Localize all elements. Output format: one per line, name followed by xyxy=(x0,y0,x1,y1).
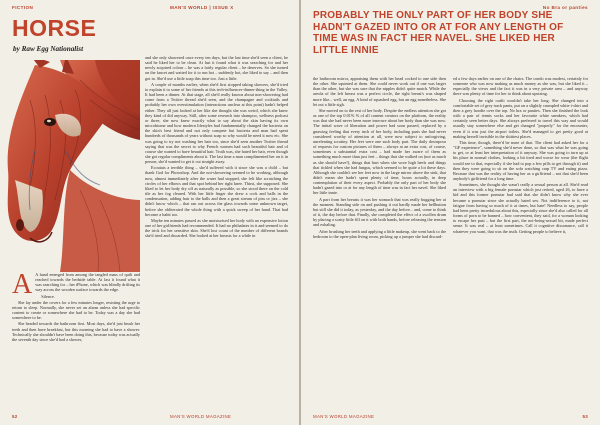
left-page xyxy=(0,0,299,425)
page-number: 52 xyxy=(12,414,18,419)
left-column-1 xyxy=(12,269,140,343)
left-column-2 xyxy=(145,55,288,405)
paragraph: Sometimes, she thought she wasn't really a sexual person at all. She'd read an interview with a big female pornstar which just retired, aged 26, to have a kid and this former pornstar had said that she didn't know why she ever became a pornstar since she actually hated sex. Not indifference to it, not fatigue from having so much of it at times, but hate! Needless to say, people had been pretty incredulous about this, especially since she'd also called for all forms of porn to be banned – how convenient, they said, for a woman looking to escape her past – but the first part, the not-being-sexual bit, made perfect sense. It was real – at least sometimes. Call it cognitive dissonance, call it whatever you want, that was the truth. Getting people to believe it, xyxy=(453,182,588,234)
paragraph: A couple of months earlier, when she'd first stopped taking showers, she'd tried to explain it to some of her friends at this tech-influencer-dinner-thing in the Valley. It had been a dinner. At that stage, all she'd really known about non-showering had come from a Twitter thread she'd seen, and the champagne and cocktails and probably her own overstimulation (interactions unclear at this point) hadn't helped either. They all just looked at her like she thought she was weird, which she knew they kind of did anyway. Still, after some research into shampoo, wellness podcast or three, she now knew exactly what to say about the skin having its own microbiome and how modern lifestyles had fundamentally changed the bacteria on the skin's best friend and not only compete but bacteria and man had spent hundreds of thousands of years without soap so why would he need it now etc. She was going to try not washing her hair too, since she'd seen another Twitter thread saying that was the secret to why French women had such beautiful hair and of course she wanted to have beautiful hair. Truth was, she hated her hair, even though she got regular compliments about it. The last time a man complimented her on it in person, she'd wanted to get it cut straight away. xyxy=(145,81,288,165)
paragraph: Choosing the right outfit wouldn't take her long. She changed into a comfortable set of grey track pants, put on a slightly crumpled white t-shirt and then a grey hoodie over the top. No bra or panties. Then she finished the look with a pair of tennis socks and her favourite white sneakers, which had certainly seen better days. She always preferred to travel this way and would usually stay somewhere else and get changed "properly" for the encounter, even if it was just the airport toilets. She'd managed to get pretty good at making herself invisible in the shittiest places. xyxy=(453,97,588,139)
paragraph: Silence. xyxy=(41,293,55,299)
paragraph: This time, though, there'd be none of that. The client had asked her for a "GF experience", something she'd never done, so that was what he was going to get, or at least her interpretation of it anyway. She was going to turn up at his place in normal clothes, looking a bit tired and worse for wear (the flight would see to that, especially if she had to pop a few pills to get through it) and then they were going to sit on the sofa watching crap TV and eating pizza. Because that was the reality of having her as a girlfriend – not that she'd been anybody's girlfriend for a long time. xyxy=(453,139,588,181)
paragraph: After brushing her teeth and applying a little makeup, she went back to the bedroom to the open-plan living room, picking up a jumper she had discard- xyxy=(313,228,446,239)
drop-cap: A xyxy=(12,269,33,300)
paragraph: and she only showered once every ten days, but the last time she'd seen a client, he said he liked her to be clean. At last it found what it was searching for and her newly acquired colour – he was a fairly regular client – he deserves. So she turned on the faucet and waited for it to run hot – suddenly hot, she liked to say – and then got in. She'd use a little soap this time too. Just a little. xyxy=(145,55,288,81)
paragraph: She moved on to the rest of her body. Despite the endless attention she got as one of the top 0.01% % of all content creators on the platform, the reality was that she had never been more insecure about her body than she was now. The initial wave of liberation and power had soon passed, replaced by a gnawing feeling that every inch of her body, including parts she had never considered worthy of attention at all, were now subject to unforgiving, unrelenting scrutiny. Her feet were one such body part. The daily downpour of requests for custom pictures of them – always at an extra cost, of course, sometimes a substantial extra cost – had made her aware of them as something much more than just feet – things that she walked on (not as much as she should have!), things that hurt when she wore high heels and things that tickled when she had fungus, which seemed to be quite a lot these days. Although she couldn't see her feet now in the large mirror above the sink, that didn't mean she hadn't spent plenty of time, hours actually, in deep contemplation of their every aspect. Probably the only part of her body she hadn't gazed into or at for any length of time was in fact her navel. She liked her little innie. xyxy=(313,107,446,196)
paragraph: A A hand emerged from among the tangled mass of quilt and reached towards the bedside table. At last it found what it was searching for – her iPhone, which was blindly drifting its way across the wooden surface towards the edge. xyxy=(12,269,140,300)
running-header: MAN'S WORLD | ISSUE X xyxy=(170,5,234,10)
pull-quote: PROBABLY THE ONLY PART OF HER BODY SHE HADN'T GAZED INTO OR AT FOR ANY LENGTH OF TIME WAS IN FACT HER NAVEL. SHE LIKED HER LITTLE INNIE xyxy=(313,10,564,56)
footer-magazine: MAN'S WORLD MAGAZINE xyxy=(313,414,375,419)
running-header: No Bra or panties xyxy=(542,5,588,10)
paragraph: Maybe ten minutes passed as she moisturised her body with an expensive lotion one of her girlfriends had recommended. It had no phthalates in it and seemed to do the trick for her sensitive skin. She'd lost count of the number of different brands she'd tried and discarded. She looked at her breasts for a while in xyxy=(145,217,288,239)
paragraph: She headed towards the bathroom first. Most days, she'd just brush her teeth and then have breakfast, but this morning she had to have a shower. Technically she shouldn't have been doing this, because today was actually the seventh day since she'd had a shower, xyxy=(12,321,140,342)
paragraph: She lay under the covers for a few minutes longer, resisting the urge to return to sleep. Normally, she never set an alarm unless she had specific content to create or somewhere she had to be. Today was a day she had somewhere to be. xyxy=(12,299,140,321)
paragraph: ed a few days earlier on one of the chairs. The condo was modest, certainly for someone who was now making as much money as she was, but she liked it – especially the views and the fact it was in a very private area – and anyway there was plenty of time for her to think about upsizing. xyxy=(453,76,588,97)
page-number: 53 xyxy=(582,414,588,419)
section-label: FICTION xyxy=(12,5,34,10)
paragraph: A part from her breasts it was her stomach that was really bugging her at the moment. Standing side on and pushing it out hardly made her bellbutton but still she did it today, as yesterday, and the day before... and, come to think of it, the day before that. Finally, she completed the effect of a swollen drum by placing a scatty little fill on it with both hands, before releasing the tension and exhaling. xyxy=(313,196,446,228)
right-column-2 xyxy=(453,76,588,406)
paragraph: the bathroom mirror, appraising them with her head cocked to one side then the other. She squinted at them. She could never work out if one was larger than the other, but she was sure that the nipples didn't quite match. While the areola of the left breast was a perfect circle, the right breast's was shaped more like... well, an egg. A kind of squashed egg, but an egg nonetheless. She let out a little sigh. xyxy=(313,76,446,107)
right-column-1 xyxy=(313,76,446,406)
right-page xyxy=(301,0,600,425)
horse-anatomy-illustration xyxy=(0,60,140,272)
paragraph: Ecoutais a terrible thing – she'd suffered with it since she was a child – but thank God for Photoshop. And the not-showering seemed to be working, although now, almost immediately after the water had stopped, she felt like scratching the circles of her elbows and that spot behind her right knee. Thirst, she supposed. She liked to let her body dry off as naturally as possible, so she stood there on the cold tile as her fog cleared. With her little finger she drew a cock and balls in the condensation, adding hair to the balls and then a great stream of piss or jizz – she didn't know which – that ran out across the glass towards some unknown target, before she obliterated the whole thing with a quick sweep of her hand. That had become a habit too. xyxy=(145,165,288,217)
footer-magazine: MAN'S WORLD MAGAZINE xyxy=(170,414,232,419)
story-title: HORSE xyxy=(12,15,97,41)
byline: by Raw Egg Nationalist xyxy=(13,45,84,53)
